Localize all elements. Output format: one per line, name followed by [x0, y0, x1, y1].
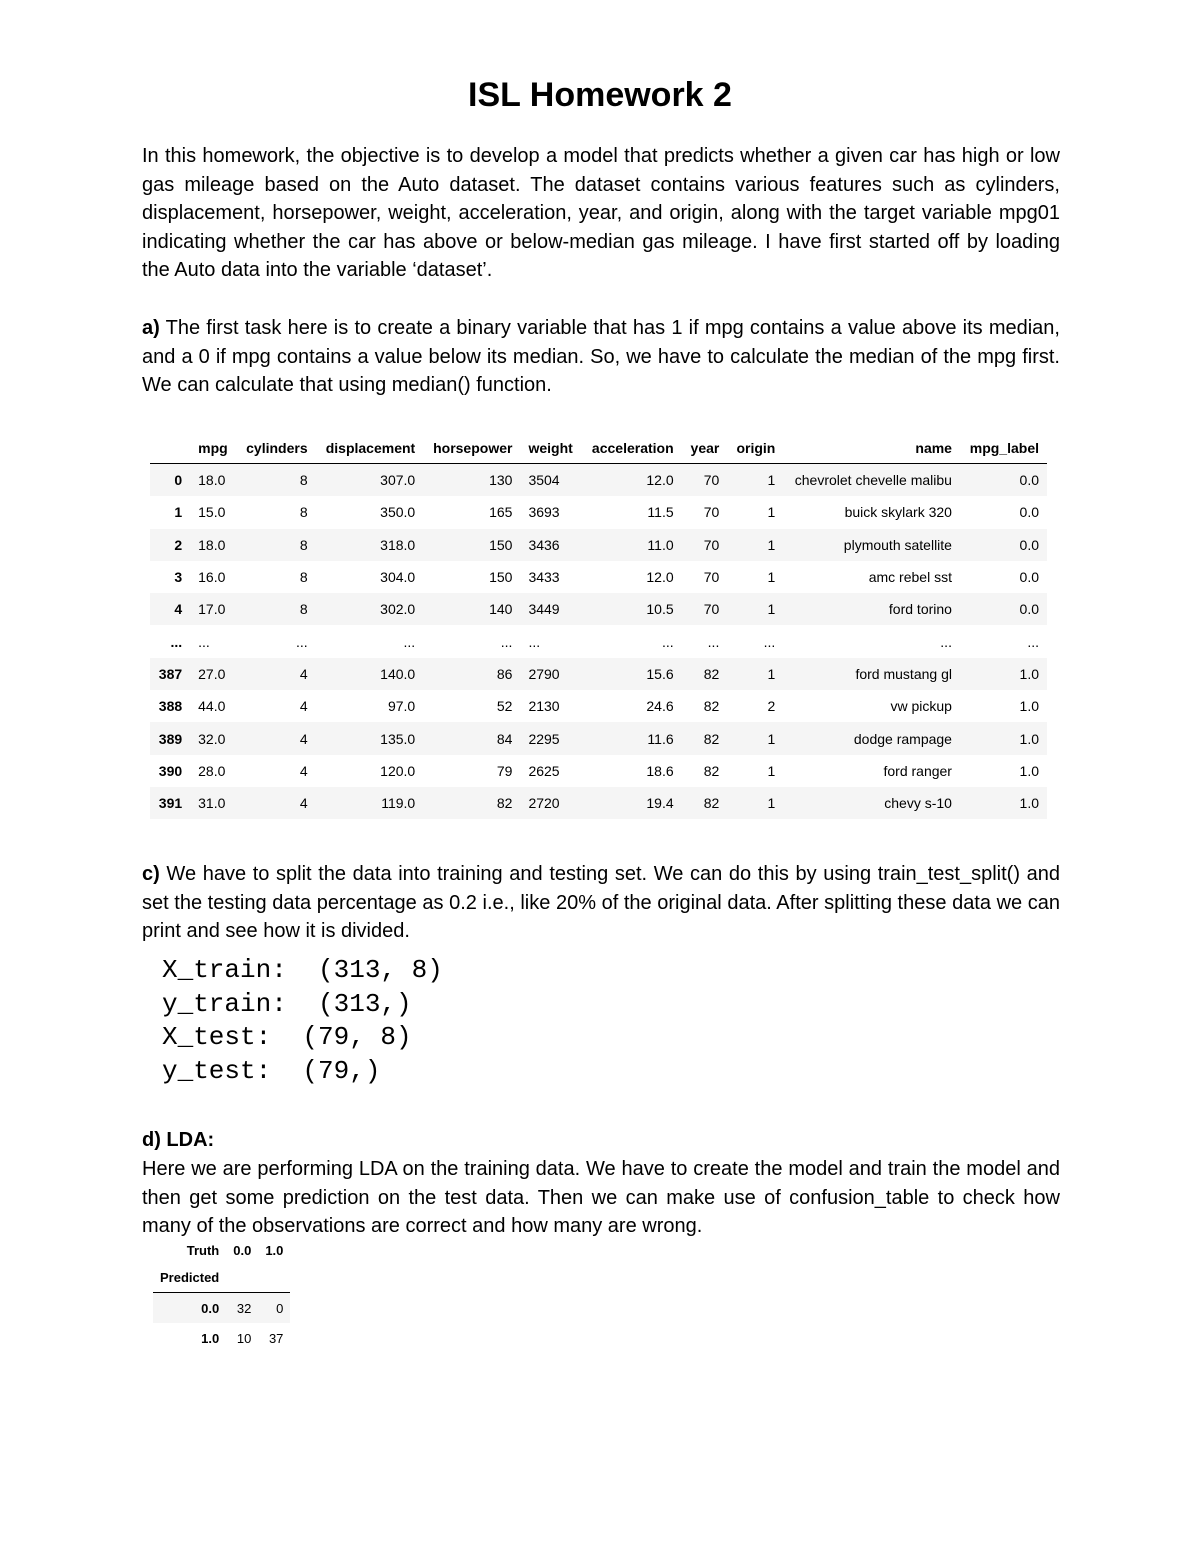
table-cell: 1.0	[1019, 795, 1039, 812]
table-cell: 19.4	[646, 795, 674, 812]
table-cell: 82	[496, 795, 513, 812]
table-cell: 8	[299, 601, 308, 618]
confusion-row	[153, 1323, 290, 1353]
table-cell: amc rebel sst	[868, 569, 952, 586]
row-index: 388	[158, 698, 183, 715]
table-row	[150, 787, 1047, 819]
table-cell: 31.0	[198, 795, 226, 812]
row-index: 390	[158, 762, 183, 779]
table-cell: ...	[707, 633, 720, 650]
table-cell: 70	[703, 472, 720, 489]
table-cell: 18.0	[198, 536, 226, 553]
table-row	[150, 561, 1047, 593]
table-cell: 1	[767, 795, 776, 812]
table-cell: chevrolet chevelle malibu	[794, 472, 952, 489]
table-cell: 1	[767, 536, 776, 553]
table-row	[150, 593, 1047, 625]
section-a-label: a)	[142, 317, 160, 339]
table-cell: 2625	[528, 762, 560, 779]
table-cell: ...	[940, 633, 952, 650]
section-c-paragraph	[142, 860, 1060, 946]
intro-paragraph: In this homework, the objective is to develop a model that predicts whether a given car has high or low gas mileage based on the Auto dataset. The dataset contains various features such as cylinders, displacement, horsepower, weight, acceleration, year, and origin, along with the target variable mpg01 indicating whether the car has above or below-median gas mileage. I have first started off by loading the Auto data into the variable ‘dataset’.	[142, 145, 1060, 282]
table-cell: 12.0	[646, 472, 674, 489]
section-d-paragraph: Here we are performing LDA on the training data. We have to create the model and train the model and then get some prediction on the test data. Then we can make use of confusion_table to check how many of the observations are correct and how many are wrong.	[142, 1158, 1060, 1238]
row-index: 387	[158, 665, 183, 682]
table-cell: 1	[767, 665, 776, 682]
column-header: weight	[520, 433, 582, 464]
column-header: horsepower	[423, 433, 520, 464]
table-cell: 70	[703, 569, 720, 586]
section-a-paragraph	[142, 314, 1060, 400]
table-cell: dodge rampage	[853, 730, 952, 747]
table-cell: 4	[299, 730, 308, 747]
table-body	[150, 464, 1047, 820]
table-cell: 16.0	[198, 569, 226, 586]
split-output	[162, 954, 443, 1088]
table-cell: ...	[763, 633, 776, 650]
table-cell: 82	[703, 795, 720, 812]
table-cell: 28.0	[198, 762, 226, 779]
section-a-text: The first task here is to create a binary variable that has 1 if mpg contains a value above its median, and a 0 if mpg contains a value below its median. So, we have to calculate the median of the mpg first. We can calculate that using median() function.	[142, 317, 1060, 397]
table-cell: 70	[703, 601, 720, 618]
table-cell: 11.0	[647, 536, 674, 553]
column-header: mpg_label	[960, 433, 1047, 464]
table-cell: 150	[489, 536, 513, 553]
table-cell: 0.0	[1019, 536, 1039, 553]
table-cell: 8	[299, 472, 308, 489]
page-title: ISL Homework 2	[468, 76, 732, 114]
table-cell: ...	[403, 633, 416, 650]
table-cell: 4	[299, 698, 308, 715]
truth-label: Truth	[186, 1242, 220, 1258]
table-cell: 27.0	[198, 665, 226, 682]
table-row	[150, 722, 1047, 754]
table-cell: ...	[198, 633, 210, 650]
column-header-index	[150, 433, 190, 464]
table-header-row	[150, 433, 1047, 464]
table-cell: 1.0	[1019, 730, 1039, 747]
table-cell: 130	[489, 472, 513, 489]
row-index: 389	[158, 730, 183, 747]
truth-col-label: 1.0	[265, 1242, 284, 1258]
table-cell: 2130	[528, 698, 560, 715]
column-header: displacement	[316, 433, 424, 464]
table-cell: 1	[767, 730, 776, 747]
table-cell: 140.0	[380, 665, 416, 682]
code-line: X_test: (79, 8)	[162, 1022, 412, 1052]
table-cell: 32.0	[198, 730, 226, 747]
table-cell: 12.0	[646, 569, 674, 586]
table-row	[150, 690, 1047, 722]
table-cell: ford ranger	[883, 762, 952, 779]
table-cell: 52	[496, 698, 513, 715]
table-cell: 15.0	[198, 504, 226, 521]
table-row	[150, 658, 1047, 690]
section-d-heading: d) LDA:	[142, 1129, 215, 1151]
table-cell: 2790	[528, 665, 560, 682]
table-row	[150, 496, 1047, 528]
table-cell: 3433	[528, 569, 560, 586]
table-cell: 8	[299, 504, 308, 521]
table-cell: 17.0	[198, 601, 226, 618]
table-cell: 4	[299, 795, 308, 812]
table-cell: 82	[703, 698, 720, 715]
table-cell: 0.0	[1019, 472, 1039, 489]
table-cell: 350.0	[380, 504, 416, 521]
confusion-table	[153, 1238, 290, 1353]
table-cell: 70	[703, 504, 720, 521]
column-header: acceleration	[582, 433, 682, 464]
table-cell: 82	[703, 665, 720, 682]
code-line: y_test: (79,)	[162, 1055, 381, 1086]
code-line: X_train: (313, 8)	[162, 955, 443, 985]
table-cell: 4	[299, 665, 308, 682]
table-cell: 1	[767, 569, 776, 586]
table-cell: 302.0	[380, 601, 416, 618]
table-cell: 1.0	[1019, 762, 1039, 779]
table-cell: 120.0	[380, 762, 416, 779]
table-cell: 15.6	[646, 665, 674, 682]
table-cell: 2295	[528, 730, 560, 747]
table-cell: 165	[489, 504, 513, 521]
table-cell: chevy s-10	[884, 795, 952, 812]
truth-col-label: 0.0	[233, 1242, 252, 1258]
table-cell: 3504	[528, 472, 560, 489]
table-cell: 1	[767, 762, 776, 779]
table-cell: 2	[767, 698, 776, 715]
table-cell: 79	[496, 762, 513, 779]
column-header: cylinders	[237, 433, 316, 464]
confusion-cell: 37	[268, 1330, 284, 1346]
table-cell: 1.0	[1019, 665, 1039, 682]
table-cell: 3693	[528, 504, 560, 521]
confusion-cell: 10	[236, 1330, 252, 1346]
table-cell: 84	[496, 730, 513, 747]
table-cell: 1	[767, 504, 776, 521]
table-cell: 0.0	[1019, 601, 1039, 618]
table-cell: 4	[299, 762, 308, 779]
row-index: 1	[174, 504, 183, 521]
table-cell: 2720	[528, 795, 560, 812]
table-row	[150, 755, 1047, 787]
table-cell: 18.0	[198, 472, 226, 489]
section-c-text: We have to split the data into training and testing set. We can do this by using train_test_split() and set the testing data percentage as 0.2 i.e., like 20% of the original data. After splitting these data we can print and see how it is divided.	[142, 863, 1060, 943]
table-cell: buick skylark 320	[844, 504, 952, 521]
table-row	[150, 464, 1047, 497]
table-cell: 10.5	[646, 601, 674, 618]
table-cell: 82	[703, 730, 720, 747]
table-cell: 18.6	[646, 762, 674, 779]
table-cell: 140	[489, 601, 513, 618]
table-ellipsis-row	[150, 625, 1047, 657]
confusion-cell: 0	[276, 1300, 284, 1316]
row-index: 3	[174, 569, 183, 586]
row-index: 4	[174, 601, 183, 618]
table-cell: plymouth satellite	[843, 536, 952, 553]
table-cell: 1	[767, 472, 776, 489]
code-line: y_train: (313,)	[162, 988, 412, 1019]
confusion-cell: 32	[236, 1300, 252, 1316]
table-cell: ...	[1027, 633, 1039, 650]
row-index: 0	[174, 472, 183, 489]
table-cell: 1	[767, 601, 776, 618]
table-cell: 70	[703, 536, 720, 553]
table-cell: 3449	[528, 601, 560, 618]
table-cell: 119.0	[381, 795, 416, 812]
table-cell: ...	[661, 633, 674, 650]
table-cell: ford mustang gl	[855, 665, 952, 682]
row-index: 2	[174, 536, 183, 553]
confusion-row-label: 0.0	[201, 1300, 220, 1316]
table-cell: 3436	[528, 536, 560, 553]
section-c-label: c)	[142, 863, 160, 885]
auto-dataframe-table	[150, 433, 1047, 819]
confusion-row	[153, 1293, 290, 1324]
column-header: mpg	[190, 433, 236, 464]
row-index: 391	[158, 795, 183, 812]
table-cell: 11.6	[647, 730, 674, 747]
row-index: ...	[170, 633, 183, 650]
table-cell: 24.6	[646, 698, 674, 715]
confusion-predicted-row	[153, 1262, 290, 1293]
table-cell: 0.0	[1019, 569, 1039, 586]
table-cell: 135.0	[380, 730, 416, 747]
table-cell: 44.0	[198, 698, 226, 715]
table-cell: 86	[496, 665, 513, 682]
table-cell: 82	[703, 762, 720, 779]
table-cell: 318.0	[380, 536, 416, 553]
predicted-label: Predicted	[153, 1262, 226, 1293]
table-cell: 11.5	[647, 504, 674, 521]
table-cell: 304.0	[380, 569, 416, 586]
table-cell: 8	[299, 569, 308, 586]
table-cell: 307.0	[380, 472, 416, 489]
table-cell: 8	[299, 536, 308, 553]
table-cell: ...	[528, 633, 541, 650]
table-cell: ...	[295, 633, 308, 650]
table-cell: ford torino	[888, 601, 952, 618]
table-cell: 97.0	[387, 698, 416, 715]
column-header: name	[783, 433, 960, 464]
confusion-row-label: 1.0	[201, 1330, 220, 1346]
table-cell: 150	[489, 569, 513, 586]
table-cell: 0.0	[1019, 504, 1039, 521]
table-cell: ...	[500, 633, 513, 650]
table-cell: 1.0	[1019, 698, 1039, 715]
table-cell: vw pickup	[890, 698, 952, 715]
column-header: year	[682, 433, 728, 464]
confusion-truth-row	[153, 1238, 290, 1262]
table-row	[150, 529, 1047, 561]
column-header: origin	[727, 433, 783, 464]
